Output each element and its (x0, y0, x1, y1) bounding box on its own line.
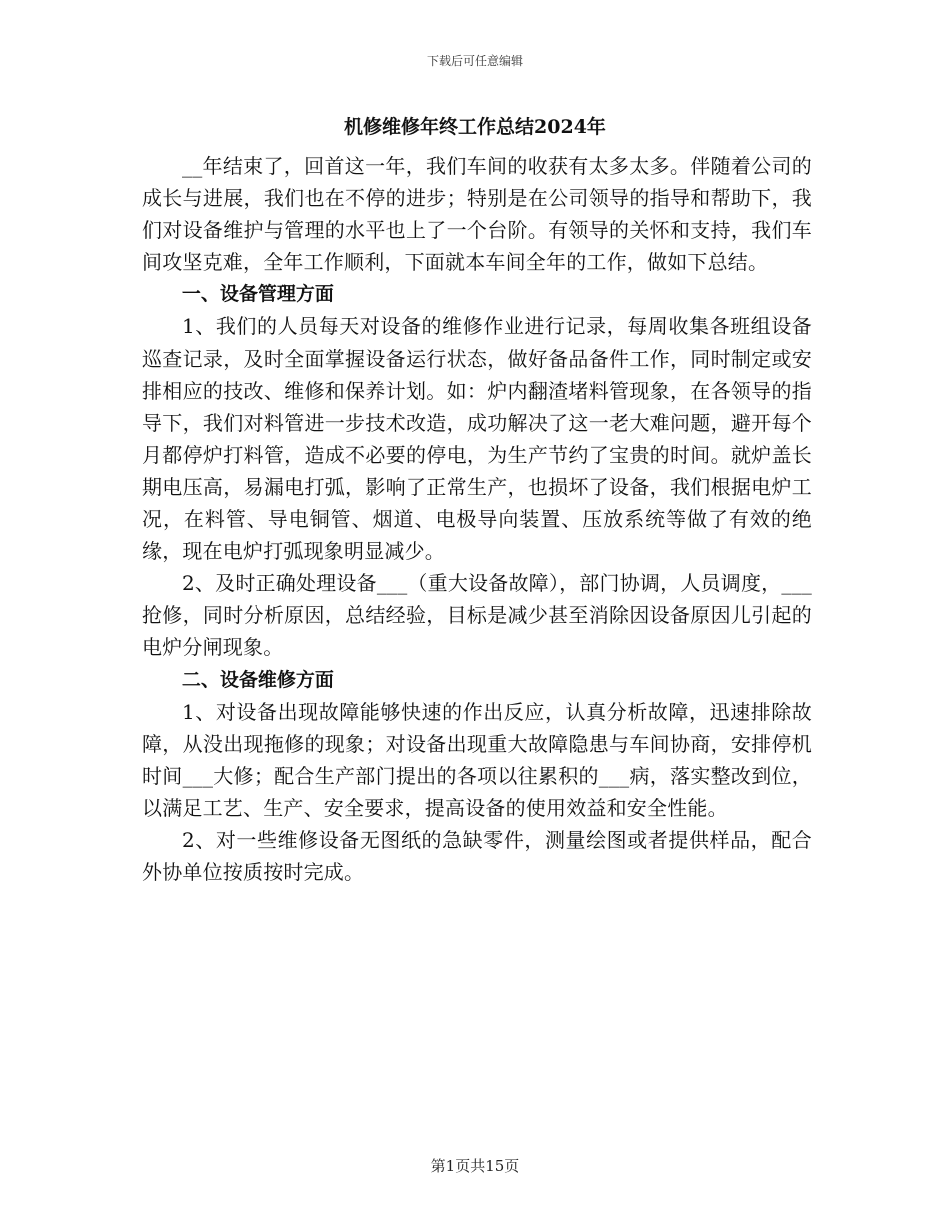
paragraph-repair-item-1: 1、对设备出现故障能够快速的作出反应，认真分析故障，迅速排除故障，从没出现拖修的现象；对设备出现重大故障隐患与车间协商，安排停机时间___大修；配合生产部门提出的各项以往累积的___病，落实整改到位，以满足工艺、生产、安全要求，提高设备的使用效益和安全性能。 (142, 699, 812, 820)
paragraph-management-item-2: 2、及时正确处理设备___（重大设备故障），部门协调，人员调度，___抢修，同时分析原因，总结经验，目标是减少甚至消除因设备原因儿引起的电炉分闸现象。 (142, 571, 812, 660)
section-heading-equipment-management: 一、设备管理方面 (181, 283, 334, 306)
section-heading-equipment-repair: 二、设备维修方面 (181, 668, 334, 691)
intro-paragraph: __年结束了，回首这一年，我们车间的收获有太多太多。伴随着公司的成长与进展，我们也在不停的进步；特别是在公司领导的指导和帮助下，我们对设备维护与管理的水平也上了一个台阶。有领导的关怀和支持，我们车间攻坚克难，全年工作顺利，下面就本车间全年的工作，做如下总结。 (142, 154, 812, 275)
page-footer-page-number: 第1页共15页 (430, 1157, 520, 1175)
paragraph-management-item-1: 1、我们的人员每天对设备的维修作业进行记录，每周收集各班组设备巡查记录，及时全面掌握设备运行状态，做好备品备件工作，同时制定或安排相应的技改、维修和保养计划。如：炉内翻渣堵料管现象，在各领导的指导下，我们对料管进一步技术改造，成功解决了这一老大难问题，避开每个月都停炉打料管，造成不必要的停电，为生产节约了宝贵的时间。就炉盖长期电压高，易漏电打弧，影响了正常生产，也损坏了设备，我们根据电炉工况，在料管、导电铜管、烟道、电极导向装置、压放系统等做了有效的绝缘，现在电炉打弧现象明显减少。 (142, 314, 812, 564)
document-title: 机修维修年终工作总结2024年 (344, 116, 606, 138)
document-body (142, 150, 812, 888)
page-header-note: 下载后可任意编辑 (426, 54, 523, 68)
paragraph-repair-item-2: 2、对一些维修设备无图纸的急缺零件，测量绘图或者提供样品，配合外协单位按质按时完成。 (142, 827, 812, 885)
